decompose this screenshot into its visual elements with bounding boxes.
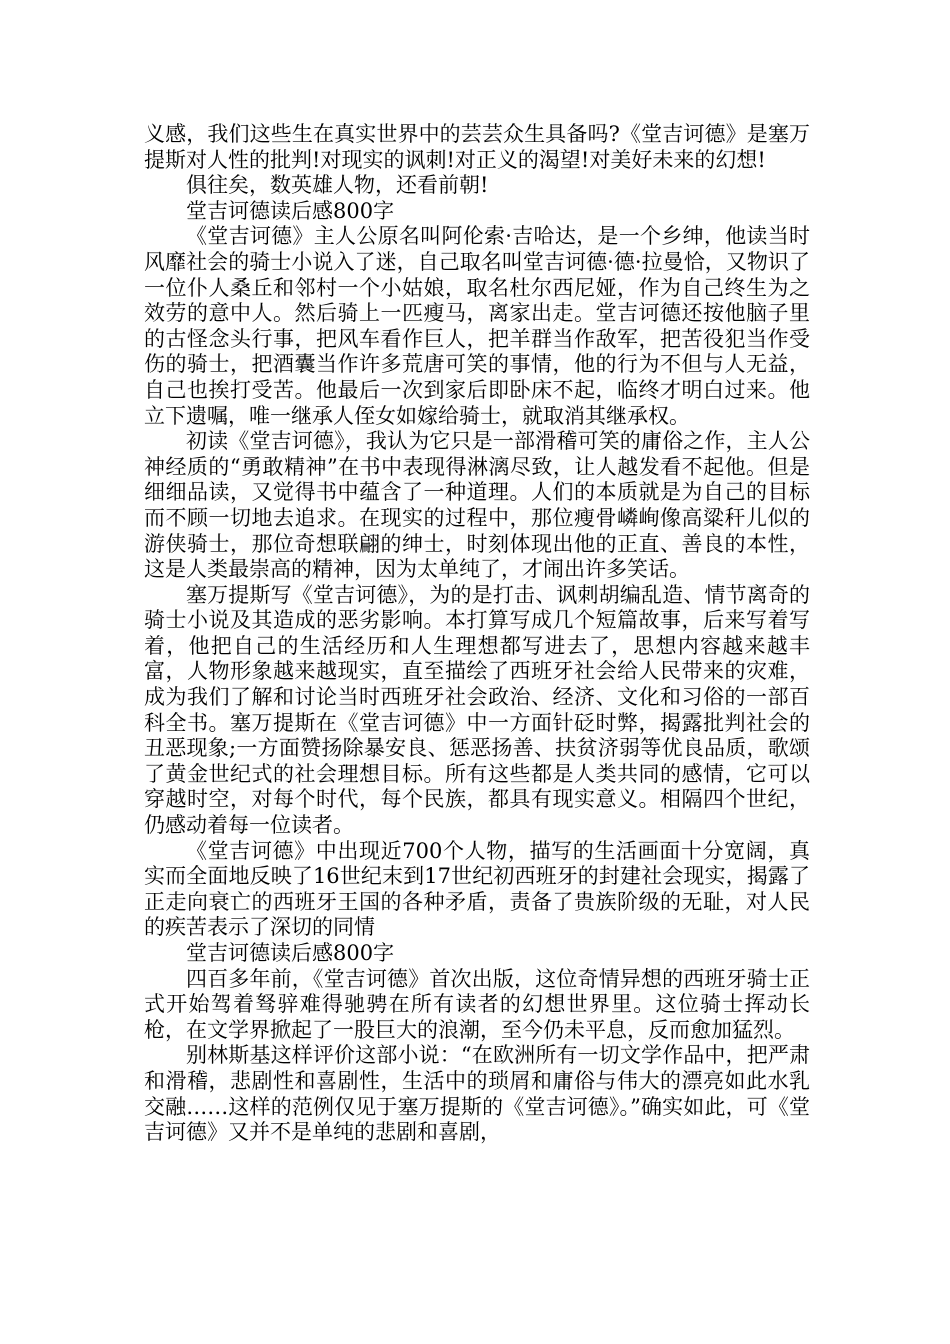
document-page xyxy=(144,122,810,1146)
paragraph: 塞万提斯写《堂吉诃德》，为的是打击、讽刺胡编乱造、情节离奇的骑士小说及其造成的恶劣影响。本打算写成几个短篇故事，后来写着写着，他把自己的生活经历和人生理想都写进去了，思想内容越来越丰富，人物形象越来越现实，直至描绘了西班牙社会给人民带来的灾难，成为我们了解和讨论当时西班牙社会政治、经济、文化和习俗的一部百科全书。塞万提斯在《堂吉诃德》中一方面针砭时弊，揭露批判社会的丑恶现象;一方面赞扬除暴安良、惩恶扬善、扶贫济弱等优良品质，歌颂了黄金世纪式的社会理想目标。所有这些都是人类共同的感情，它可以穿越时空，对每个时代，每个民族，都具有现实意义。相隔四个世纪，仍感动着每一位读者。 xyxy=(144,582,810,838)
paragraph: 《堂吉诃德》主人公原名叫阿伦索·吉哈达，是一个乡绅，他读当时风靡社会的骑士小说入了迷，自己取名叫堂吉诃德·德·拉曼恰，又物识了一位仆人桑丘和邻村一个小姑娘，取名杜尔西尼娅，作为自己终生为之效劳的意中人。然后骑上一匹瘦马，离家出走。堂吉诃德还按他脑子里的古怪念头行事，把风车看作巨人，把羊群当作敌军，把苦役犯当作受伤的骑士，把酒囊当作许多荒唐可笑的事情，他的行为不但与人无益，自己也挨打受苦。他最后一次到家后即卧床不起，临终才明白过来。他立下遗嘱，唯一继承人侄女如嫁给骑士，就取消其继承权。 xyxy=(144,224,810,428)
section-heading: 堂吉诃德读后感800字 xyxy=(186,941,395,965)
section-heading: 堂吉诃德读后感800字 xyxy=(186,198,395,223)
paragraph: 四百多年前，《堂吉诃德》首次出版，这位奇情异想的西班牙骑士正式开始驾着驽骍难得驰骋在所有读者的幻想世界里。这位骑士挥动长枪，在文学界掀起了一股巨大的浪潮，至今仍未平息，反而愈加猛烈。 xyxy=(144,966,810,1042)
paragraph: 别林斯基这样评价这部小说：“在欧洲所有一切文学作品中，把严肃和滑稽，悲剧性和喜剧性，生活中的琐屑和庸俗与伟大的漂亮如此水乳交融……这样的范例仅见于塞万提斯的《堂吉诃德》。”确实如此，可《堂吉诃德》又并不是单纯的悲剧和喜剧， xyxy=(144,1043,810,1145)
paragraph: 《堂吉诃德》中出现近700个人物，描写的生活画面十分宽阔，真实而全面地反映了16世纪末到17世纪初西班牙的封建社会现实，揭露了正走向衰亡的西班牙王国的各种矛盾，责备了贵族阶级的无耻，对人民的疾苦表示了深切的同情 xyxy=(144,838,810,940)
paragraph-continued: 义感，我们这些生在真实世界中的芸芸众生具备吗?《堂吉诃德》是塞万提斯对人性的批判!对现实的讽刺!对正义的渴望!对美好未来的幻想! xyxy=(144,122,810,172)
paragraph-quote: 俱往矣，数英雄人物，还看前朝! xyxy=(186,173,489,198)
paragraph: 初读《堂吉诃德》，我认为它只是一部滑稽可笑的庸俗之作，主人公神经质的“勇敢精神”在书中表现得淋漓尽致，让人越发看不起他。但是细细品读，又觉得书中蕴含了一种道理。人们的本质就是为自己的目标而不顾一切地去追求。在现实的过程中，那位瘦骨嶙峋像高粱秆儿似的游侠骑士，那位奇想联翩的绅士，时刻体现出他的正直、善良的本性，这是人类最崇高的精神，因为太单纯了，才闹出许多笑话。 xyxy=(144,429,810,582)
